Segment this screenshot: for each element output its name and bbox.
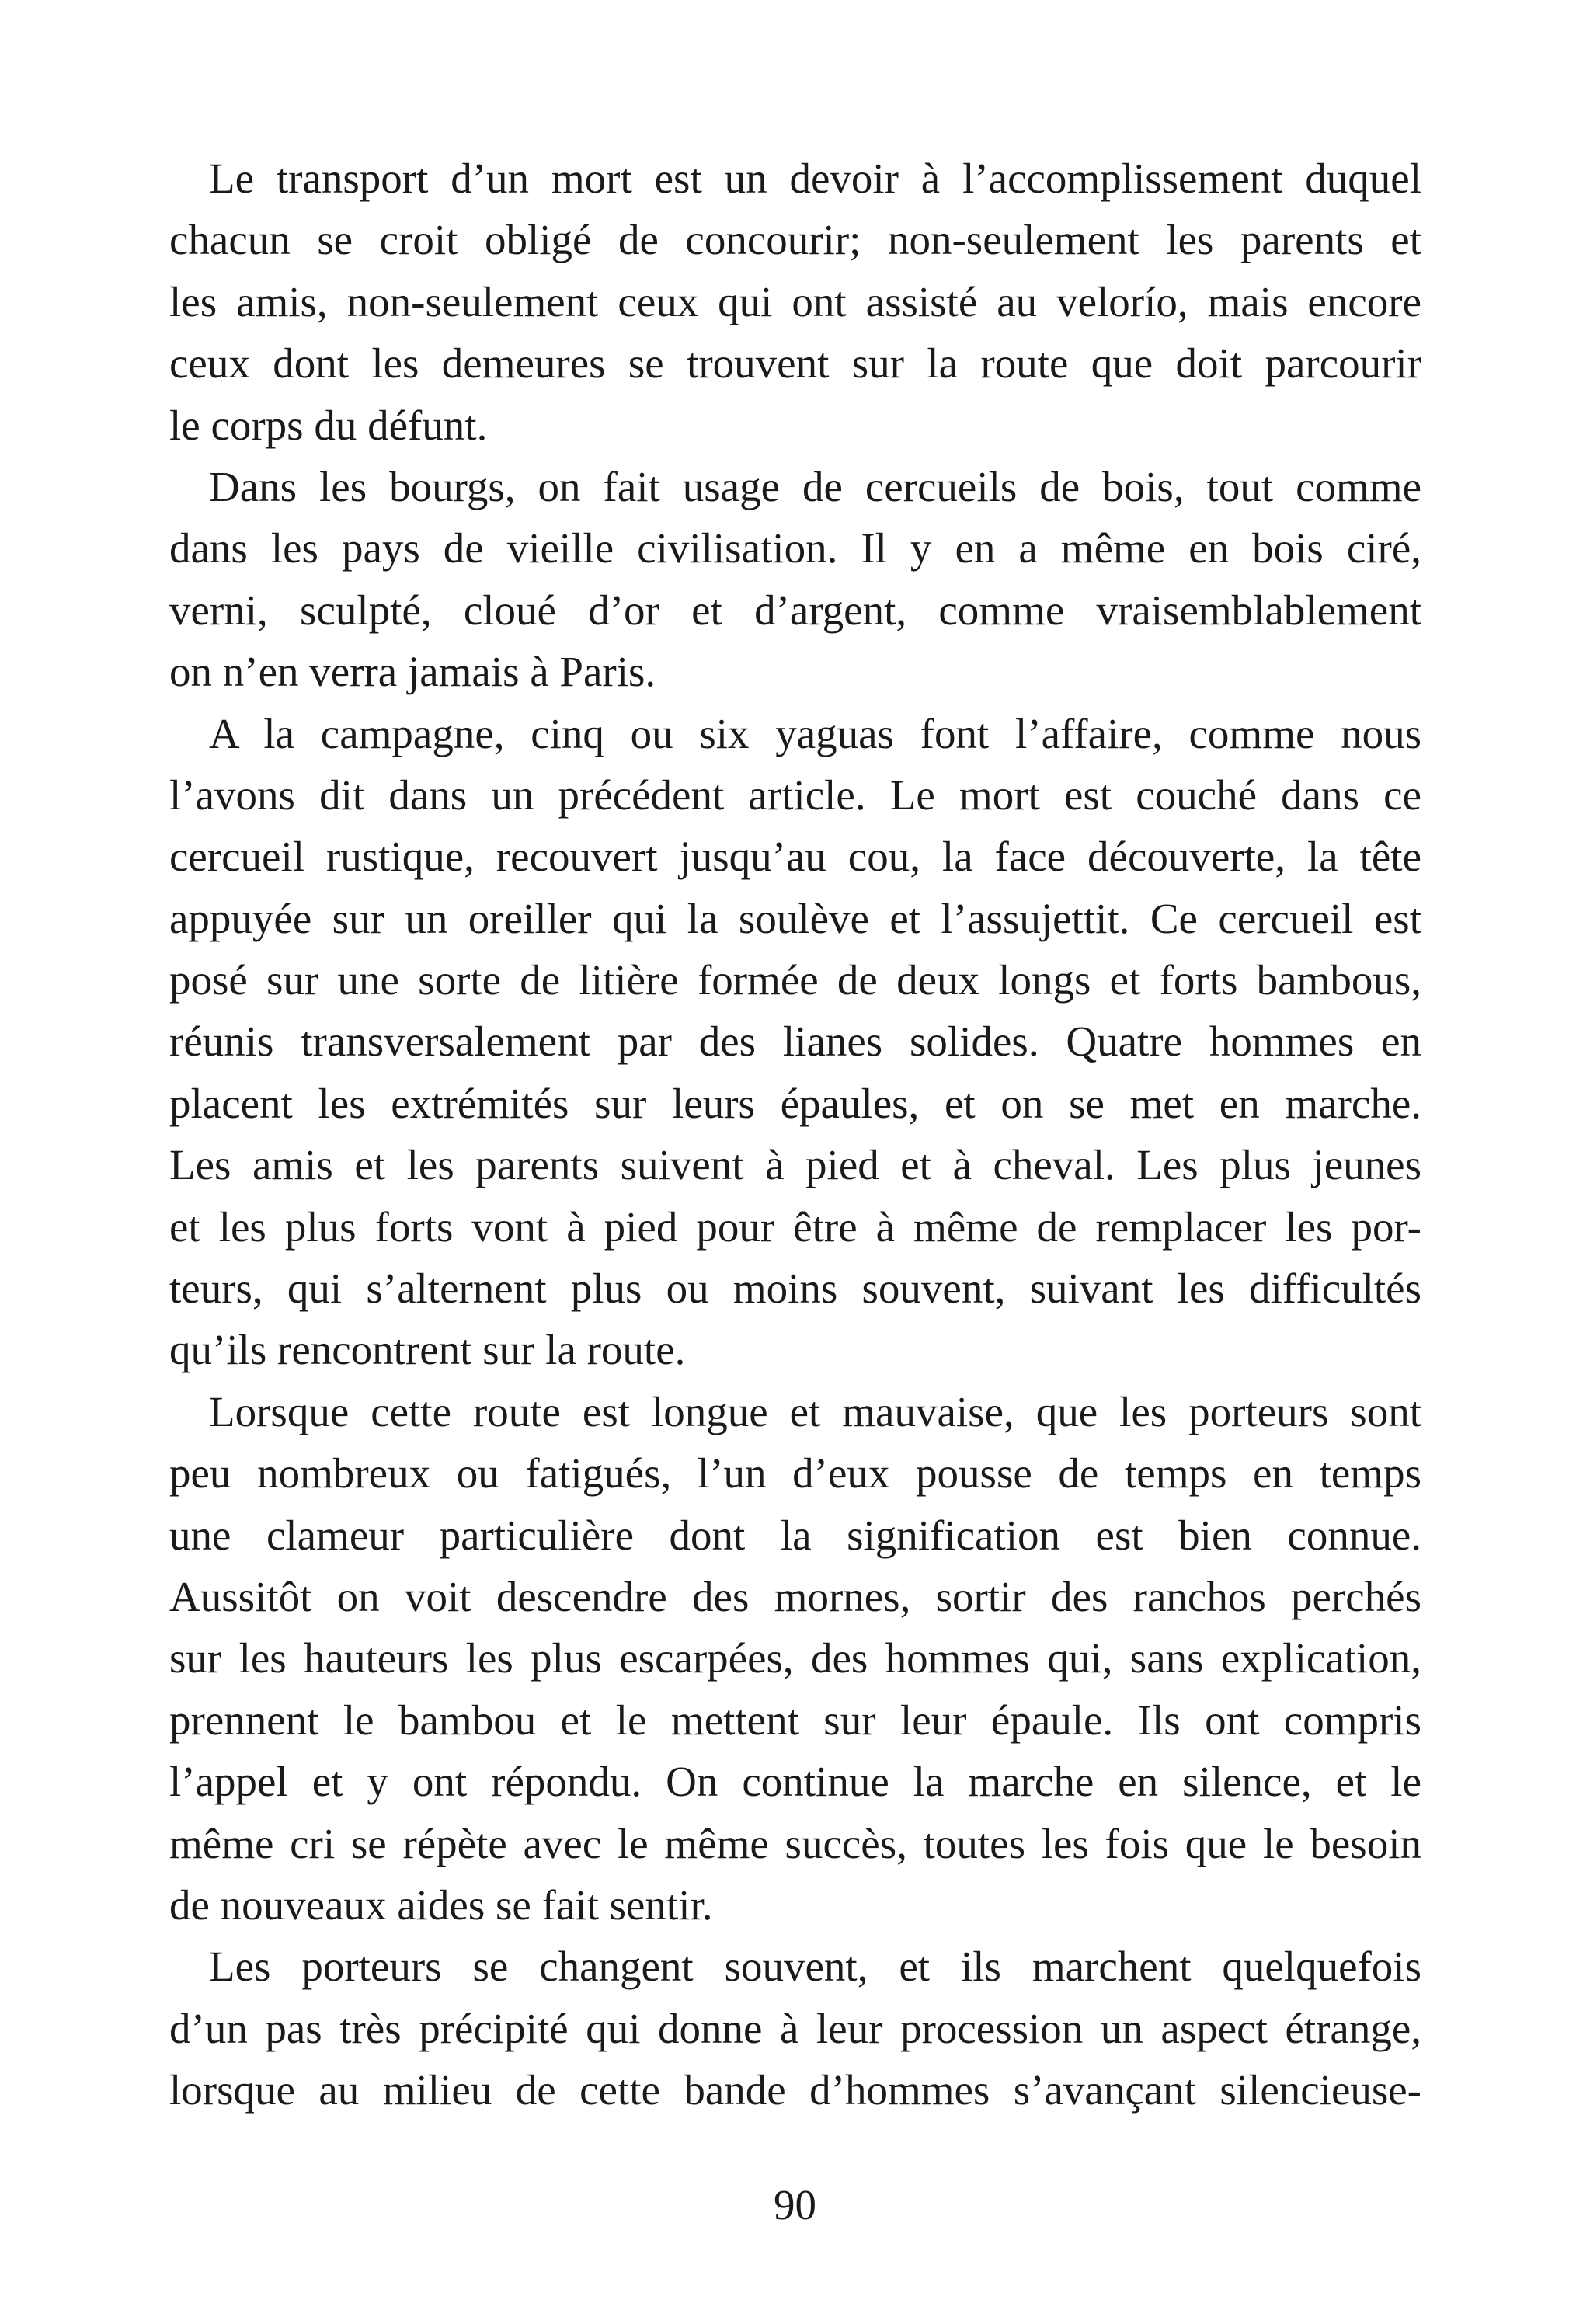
- paragraph-2-line: verni, sculpté, cloué d’or et d’argent, comme vraisemblablement: [169, 586, 1421, 634]
- page-number: 90: [774, 2181, 816, 2228]
- paragraph-4-line: Lorsque cette route est longue et mauvaise, que les porteurs sont: [209, 1387, 1421, 1435]
- paragraph-3-line: A la campagne, cinq ou six yaguas font l’affaire, comme nous: [209, 709, 1421, 757]
- paragraph-1-line: chacun se croit obligé de concourir; non-seulement les parents et: [169, 216, 1421, 264]
- paragraph-5-line: lorsque au milieu de cette bande d’hommes s’avançant silencieuse-: [169, 2066, 1421, 2114]
- paragraph-3-line: Les amis et les parents suivent à pied et à cheval. Les plus jeunes: [169, 1141, 1421, 1189]
- paragraph-3-line: réunis transversalement par des lianes solides. Quatre hommes en: [169, 1018, 1421, 1066]
- paragraph-3-line: teurs, qui s’alternent plus ou moins souvent, suivant les difficultés: [169, 1265, 1421, 1313]
- paragraph-3-line: qu’ils rencontrent sur la route.: [169, 1326, 686, 1374]
- paragraph-4-line: sur les hauteurs les plus escarpées, des hommes qui, sans explication,: [169, 1634, 1421, 1682]
- paragraph-4-line: l’appel et y ont répondu. On continue la marche en silence, et le: [169, 1758, 1421, 1806]
- paragraph-4-line: peu nombreux ou fatigués, l’un d’eux pousse de temps en temps: [169, 1449, 1421, 1498]
- paragraph-3-line: placent les extrémités sur leurs épaules, et on se met en marche.: [169, 1079, 1421, 1127]
- paragraph-4-line: une clameur particulière dont la signification est bien connue.: [169, 1511, 1421, 1559]
- paragraph-1-line: les amis, non-seulement ceux qui ont assisté au velorío, mais encore: [169, 277, 1421, 325]
- paragraph-1-line: le corps du défunt.: [169, 401, 488, 449]
- paragraph-2-line: Dans les bourgs, on fait usage de cercueils de bois, tout comme: [209, 462, 1421, 510]
- paragraph-4-line: même cri se répète avec le même succès, toutes les fois que le besoin: [169, 1819, 1421, 1867]
- paragraph-4-line: Aussitôt on voit descendre des mornes, sortir des ranchos perchés: [169, 1572, 1421, 1620]
- paragraph-4-line: prennent le bambou et le mettent sur leur épaule. Ils ont compris: [169, 1696, 1421, 1744]
- body-text: [169, 148, 1421, 2121]
- paragraph-3-line: l’avons dit dans un précédent article. Le mort est couché dans ce: [169, 771, 1421, 819]
- paragraph-2-line: on n’en verra jamais à Paris.: [169, 648, 656, 696]
- paragraph-4-line: de nouveaux aides se fait sentir.: [169, 1880, 713, 1929]
- paragraph-3-line: et les plus forts vont à pied pour être à même de remplacer les por-: [169, 1202, 1421, 1251]
- paragraph-3-line: posé sur une sorte de litière formée de deux longs et forts bambous,: [169, 956, 1421, 1004]
- paragraph-2-line: dans les pays de vieille civilisation. Il y en a même en bois ciré,: [169, 524, 1421, 572]
- paragraph-5-line: Les porteurs se changent souvent, et ils marchent quelquefois: [209, 1943, 1421, 1991]
- paragraph-3-line: appuyée sur un oreiller qui la soulève et l’assujettit. Ce cercueil est: [169, 894, 1421, 942]
- paragraph-3-line: cercueil rustique, recouvert jusqu’au cou, la face découverte, la tête: [169, 833, 1421, 881]
- paragraph-1-line: ceux dont les demeures se trouvent sur la route que doit parcourir: [169, 339, 1421, 388]
- paragraph-5-line: d’un pas très précipité qui donne à leur procession un aspect étrange,: [169, 2004, 1421, 2052]
- paragraph-1-line: Le transport d’un mort est un devoir à l’accomplissement duquel: [209, 155, 1421, 202]
